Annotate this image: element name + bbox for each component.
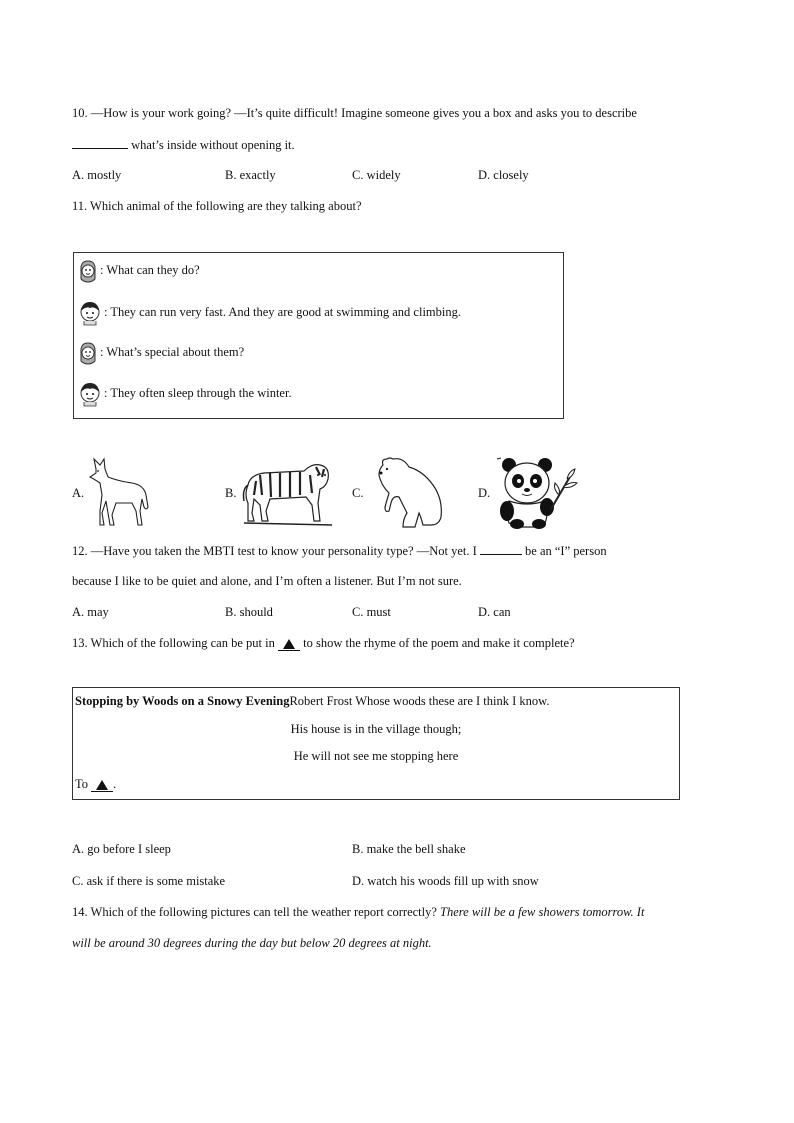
q12-line1-text-b: be an “I” person <box>521 544 607 558</box>
q14-line1 <box>72 904 644 920</box>
bear-icon <box>373 455 448 530</box>
q10-line2-text: what’s inside without opening it. <box>128 138 295 152</box>
dialogue-box <box>73 252 564 419</box>
poem-title: Stopping by Woods on a Snowy Evening <box>75 694 290 708</box>
panda-icon <box>495 453 580 531</box>
q12-option-a: A. may <box>72 605 109 619</box>
q11-option-b-label: B. <box>225 486 237 500</box>
q10-option-d: D. closely <box>478 168 529 182</box>
q12-line1 <box>72 542 607 559</box>
triangle-blank <box>278 638 300 651</box>
poem-heading <box>75 693 549 709</box>
dialogue-line-3 <box>78 341 244 365</box>
answer-blank <box>480 542 522 555</box>
poem-line-4-text: To <box>75 777 92 791</box>
q13-option-b: B. make the bell shake <box>352 842 466 856</box>
boy-avatar-icon <box>78 300 102 326</box>
q11-option-d-label: D. <box>478 486 491 500</box>
q12-option-c: C. must <box>352 605 391 619</box>
q10-option-b: B. exactly <box>225 168 276 182</box>
poem-author-line: Robert Frost Whose woods these are I think I know. <box>289 694 550 708</box>
dialogue-line-4 <box>78 381 292 407</box>
q11-option-a-label: A. <box>72 486 85 500</box>
q10-option-a: A. mostly <box>72 168 122 182</box>
q12-line1-text-a: 12. —Have you taken the MBTI test to know your personality type? —Not yet. I <box>72 544 480 558</box>
q13-prompt-b: to show the rhyme of the poem and make it complete? <box>299 636 575 650</box>
girl-avatar-icon <box>78 341 98 365</box>
dialogue-line-1 <box>78 259 200 283</box>
answer-blank <box>72 136 128 149</box>
poem-line-2: His house is in the village though; <box>290 722 462 736</box>
girl-avatar-icon <box>78 259 98 283</box>
poem-line-4: To . <box>75 777 117 791</box>
poem-line-3: He will not see me stopping here <box>293 749 459 763</box>
q14-weather-report-a: There will be a few showers tomorrow. It <box>440 905 645 919</box>
dialogue-text-4: : They often sleep through the winter. <box>104 385 292 400</box>
q10-option-c: C. widely <box>352 168 401 182</box>
boy-avatar-icon <box>78 381 102 407</box>
dialogue-line-2 <box>78 300 461 326</box>
q10-line1: 10. —How is your work going? —It’s quite difficult! Imagine someone gives you a box and asks you to describe <box>72 106 637 120</box>
poem-box <box>72 687 680 800</box>
q13-option-c: C. ask if there is some mistake <box>72 874 226 888</box>
tiger-icon <box>240 455 335 529</box>
q13-option-a: A. go before I sleep <box>72 842 171 856</box>
q13-prompt-a: 13. Which of the following can be put in <box>72 636 278 650</box>
q12-option-d: D. can <box>478 605 511 619</box>
q14-weather-report-b: will be around 30 degrees during the day but below 20 degrees at night. <box>72 936 432 950</box>
wolf-icon <box>86 455 152 529</box>
q14-line2 <box>72 935 432 951</box>
triangle-icon <box>283 639 295 649</box>
q11-prompt: 11. Which animal of the following are they talking about? <box>72 199 362 213</box>
q10-line2 <box>72 136 295 153</box>
q11-option-c-label: C. <box>352 486 364 500</box>
q12-option-b: B. should <box>225 605 273 619</box>
dialogue-text-3: : What’s special about them? <box>100 344 245 359</box>
q12-line2: because I like to be quiet and alone, and I’m often a listener. But I’m not sure. <box>72 574 462 588</box>
q14-prompt: 14. Which of the following pictures can tell the weather report correctly? <box>72 905 441 919</box>
q13-prompt <box>72 635 575 651</box>
triangle-icon <box>96 780 108 790</box>
dialogue-text-1: : What can they do? <box>100 262 200 277</box>
q13-option-d: D. watch his woods fill up with snow <box>352 874 539 888</box>
dialogue-text-2: : They can run very fast. And they are good at swimming and climbing. <box>104 304 461 319</box>
triangle-blank <box>91 779 113 792</box>
